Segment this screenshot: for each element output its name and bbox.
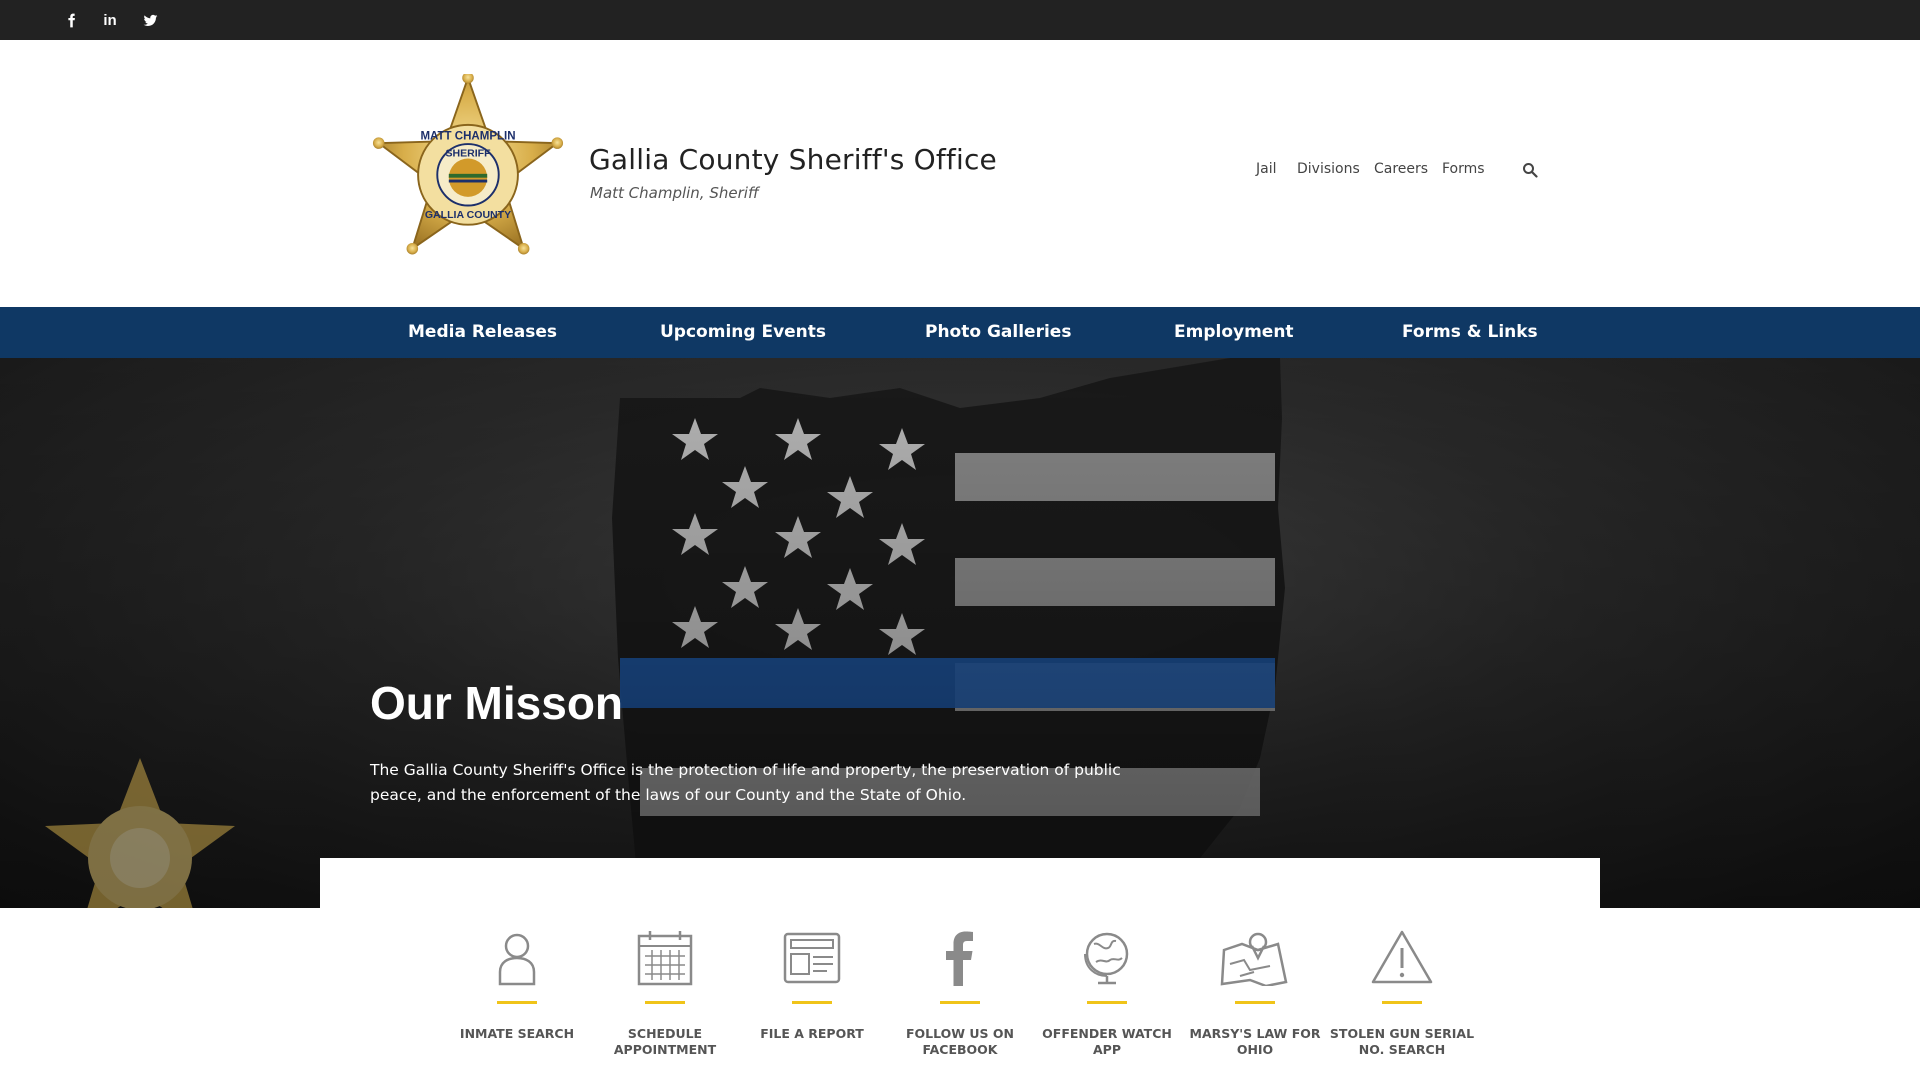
util-nav-careers[interactable]: Careers <box>1374 161 1429 177</box>
quick-link-label: OFFENDER WATCH APP <box>1042 1026 1172 1057</box>
logo-text-top: MATT CHAMPLIN <box>420 130 516 143</box>
person-icon <box>482 930 552 986</box>
quick-link-inmate-search[interactable] <box>442 930 592 1042</box>
site-title[interactable]: Gallia County Sheriff's Office <box>589 143 997 176</box>
newspaper-icon <box>777 930 847 986</box>
site-subtitle: Matt Champlin, Sheriff <box>590 184 759 202</box>
nav-photo-galleries[interactable]: Photo Galleries <box>925 322 1072 342</box>
twitter-icon <box>143 13 158 28</box>
accent-underline <box>1382 1001 1422 1004</box>
twitter-link[interactable] <box>139 9 161 31</box>
hero-title: Our Misson <box>370 677 624 729</box>
logo-text-bottom: GALLIA COUNTY <box>424 209 512 222</box>
accent-underline <box>497 1001 537 1004</box>
nav-employment[interactable]: Employment <box>1174 322 1294 342</box>
quick-link-label: SCHEDULE APPOINTMENT <box>613 1026 717 1057</box>
nav-forms-links[interactable]: Forms & Links <box>1402 322 1538 342</box>
quick-link-facebook[interactable] <box>885 930 1035 1058</box>
accent-underline <box>1087 1001 1127 1004</box>
util-nav-divisions[interactable]: Divisions <box>1297 161 1360 177</box>
warning-icon <box>1367 930 1437 986</box>
quick-link-file-a-report[interactable] <box>737 930 887 1042</box>
map-icon <box>1220 930 1290 986</box>
quick-link-label: STOLEN GUN SERIAL NO. SEARCH <box>1329 1026 1475 1057</box>
facebook-icon <box>925 930 995 986</box>
nav-upcoming-events[interactable]: Upcoming Events <box>660 322 827 342</box>
calendar-icon <box>630 930 700 986</box>
search-icon[interactable] <box>1522 162 1538 178</box>
quick-link-stolen-gun-search[interactable] <box>1327 930 1477 1058</box>
facebook-link[interactable] <box>60 9 82 31</box>
globe-icon <box>1072 930 1142 986</box>
accent-underline <box>940 1001 980 1004</box>
linkedin-link[interactable] <box>99 9 121 31</box>
logo-text-mid: SHERIFF <box>445 147 491 160</box>
linkedin-icon: in <box>103 11 117 29</box>
hero-mission-text: The Gallia County Sheriff's Office is the protection of life and property, the preservation of public peace, and the enforcement of the laws of our County and the State of Ohio. <box>370 761 1121 804</box>
util-nav-jail[interactable]: Jail <box>1256 161 1277 177</box>
quick-link-label: FOLLOW US ON FACEBOOK <box>905 1026 1014 1057</box>
quick-link-label: INMATE SEARCH <box>459 1026 575 1041</box>
social-top-bar <box>0 0 1920 40</box>
nav-media-releases[interactable]: Media Releases <box>408 322 558 342</box>
accent-underline <box>1235 1001 1275 1004</box>
accent-underline <box>792 1001 832 1004</box>
hero-banner <box>0 358 1920 908</box>
accent-underline <box>645 1001 685 1004</box>
quick-link-schedule-appointment[interactable] <box>590 930 740 1058</box>
main-navigation <box>0 307 1920 358</box>
quick-link-label: FILE A REPORT <box>760 1026 864 1041</box>
quick-links-card <box>320 858 1600 908</box>
util-nav-forms[interactable]: Forms <box>1442 161 1485 177</box>
quick-link-offender-watch[interactable] <box>1032 930 1182 1058</box>
sheriff-badge-logo[interactable] <box>372 74 564 266</box>
quick-link-label: MARSY'S LAW FOR OHIO <box>1189 1026 1321 1057</box>
facebook-icon <box>64 13 79 28</box>
site-header <box>0 40 1920 307</box>
quick-link-marsys-law[interactable] <box>1180 930 1330 1058</box>
ohio-flag-background <box>0 358 1920 908</box>
